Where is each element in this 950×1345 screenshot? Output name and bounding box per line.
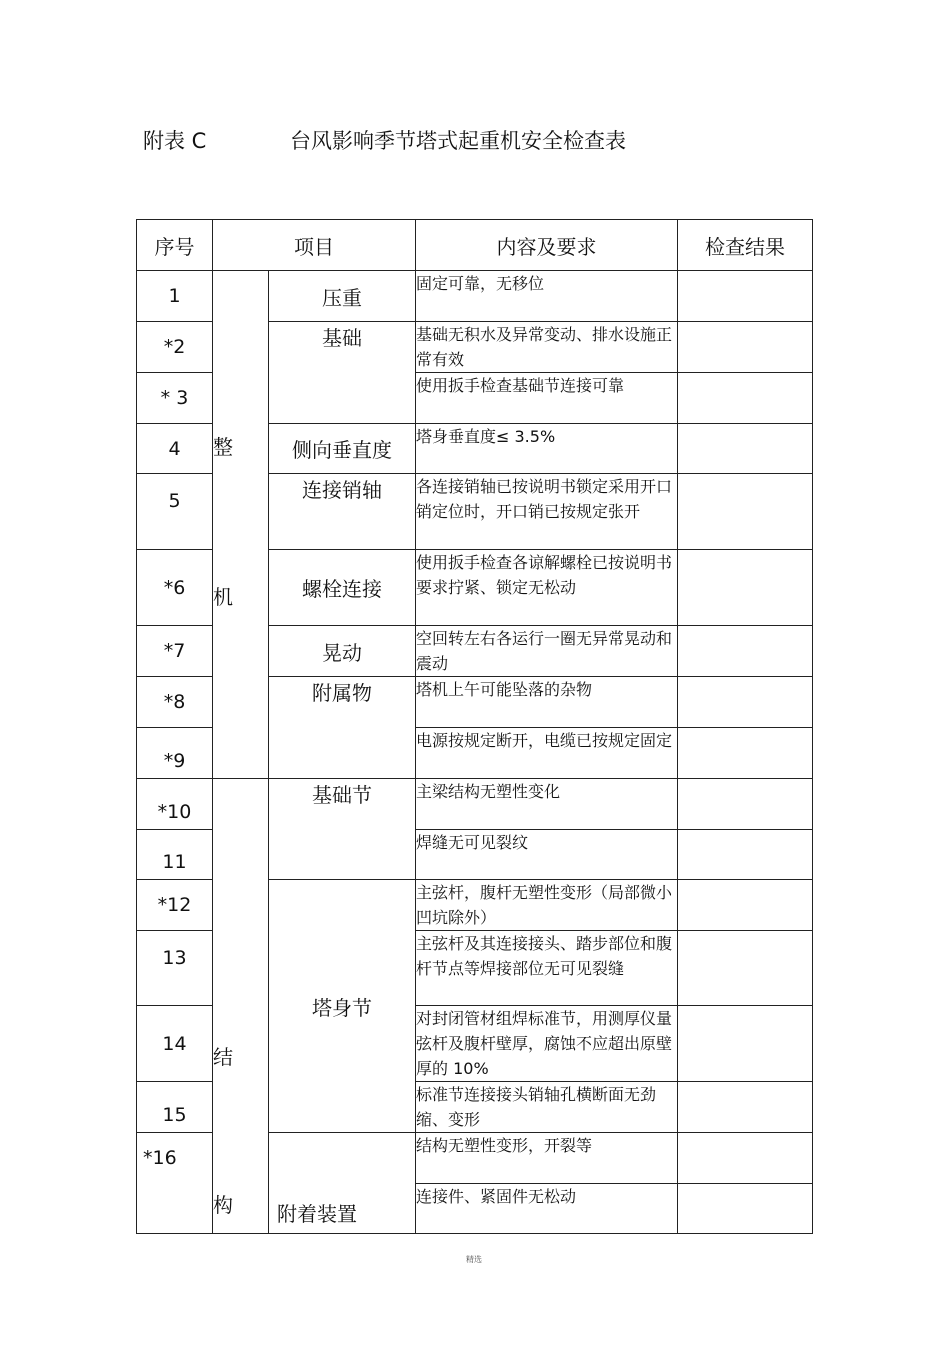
- footer-label: 精选: [466, 1255, 482, 1264]
- row-content: 使用扳手检查基础节连接可靠: [416, 373, 678, 424]
- group-char: 结: [213, 1045, 233, 1069]
- row-content: 空回转左右各运行一圈无异常晃动和震动: [416, 626, 678, 677]
- result-cell: [678, 1184, 813, 1234]
- row-seq: 1: [137, 271, 213, 322]
- row-content: 电源按规定断开，电缆已按规定固定: [416, 728, 678, 779]
- result-cell: [678, 1133, 813, 1184]
- result-cell: [678, 779, 813, 830]
- header-seq: 序号: [137, 220, 213, 271]
- table-row: [137, 779, 813, 830]
- row-content: 塔机上午可能坠落的杂物: [416, 677, 678, 728]
- row-content: 基础无积水及异常变动、排水设施正常有效: [416, 322, 678, 373]
- group-char: 构: [213, 1193, 233, 1217]
- item-ballast: 压重: [269, 271, 416, 322]
- row-seq: *8: [137, 677, 213, 728]
- result-cell: [678, 474, 813, 550]
- result-cell: [678, 373, 813, 424]
- row-seq: * 3: [137, 373, 213, 424]
- group-char: 机: [213, 585, 233, 609]
- result-cell: [678, 931, 813, 1006]
- title-prefix: 附表 C: [143, 129, 207, 153]
- row-content: 各连接销轴已按说明书锁定采用开口销定位时，开口销已按规定张开: [416, 474, 678, 550]
- header-result: 检查结果: [678, 220, 813, 271]
- result-cell: [678, 1082, 813, 1133]
- item-base-section: 基础节: [269, 779, 416, 880]
- header-content: 内容及要求: [416, 220, 678, 271]
- result-cell: [678, 271, 813, 322]
- item-tower-section: 塔身节: [269, 880, 416, 1133]
- result-cell: [678, 1006, 813, 1082]
- item-attachments: 附属物: [269, 677, 416, 779]
- result-cell: [678, 677, 813, 728]
- row-seq: 14: [137, 1006, 213, 1082]
- result-cell: [678, 728, 813, 779]
- header-item: 项目: [213, 220, 416, 271]
- row-content: 塔身垂直度≤ 3.5%: [416, 424, 678, 474]
- row-seq: *2: [137, 322, 213, 373]
- row-seq: 5: [137, 474, 213, 550]
- row-content: 主弦杆及其连接接头、踏步部位和腹杆节点等焊接部位无可见裂缝: [416, 931, 678, 1006]
- group-char: 整: [213, 435, 233, 459]
- item-foundation: 基础: [269, 322, 416, 424]
- row-content: 连接件、紧固件无松动: [416, 1184, 678, 1234]
- row-seq: *9: [137, 728, 213, 779]
- row-seq: *7: [137, 626, 213, 677]
- row-content: 标准节连接接头销轴孔横断面无劲缩、变形: [416, 1082, 678, 1133]
- group-cell-structure: [213, 779, 269, 1234]
- row-content: 结构无塑性变形，开裂等: [416, 1133, 678, 1184]
- row-content: 使用扳手检查各谅解螺栓已按说明书要求拧紧、锁定无松动: [416, 550, 678, 626]
- row-content: 主弦杆，腹杆无塑性变形（局部微小凹坑除外）: [416, 880, 678, 931]
- row-seq: 4: [137, 424, 213, 474]
- item-lateral-verticality: 侧向垂直度: [269, 424, 416, 474]
- row-content: 主梁结构无塑性变化: [416, 779, 678, 830]
- row-seq: 15: [137, 1082, 213, 1133]
- row-seq: *16: [137, 1133, 213, 1234]
- row-seq: *6: [137, 550, 213, 626]
- row-seq: *10: [137, 779, 213, 830]
- row-seq: *12: [137, 880, 213, 931]
- row-content: 固定可靠，无移位: [416, 271, 678, 322]
- row-content: 对封闭管材组焊标准节，用测厚仪量弦杆及腹杆壁厚，腐蚀不应超出原壁厚的 10%: [416, 1006, 678, 1082]
- item-attachment-device: 附着装置: [269, 1133, 416, 1234]
- item-connecting-pins: 连接销轴: [269, 474, 416, 550]
- result-cell: [678, 626, 813, 677]
- page-title: 台风影响季节塔式起重机安全检查表: [290, 129, 626, 153]
- table-row: [137, 271, 813, 322]
- result-cell: [678, 880, 813, 931]
- result-cell: [678, 550, 813, 626]
- row-content: 焊缝无可见裂纹: [416, 830, 678, 880]
- result-cell: [678, 830, 813, 880]
- row-seq: 11: [137, 830, 213, 880]
- header-row: [137, 220, 813, 271]
- item-bolt-connection: 螺栓连接: [269, 550, 416, 626]
- result-cell: [678, 424, 813, 474]
- row-seq: 13: [137, 931, 213, 1006]
- group-cell-whole-machine: [213, 271, 269, 779]
- item-sway: 晃动: [269, 626, 416, 677]
- inspection-table: [136, 219, 813, 1234]
- result-cell: [678, 322, 813, 373]
